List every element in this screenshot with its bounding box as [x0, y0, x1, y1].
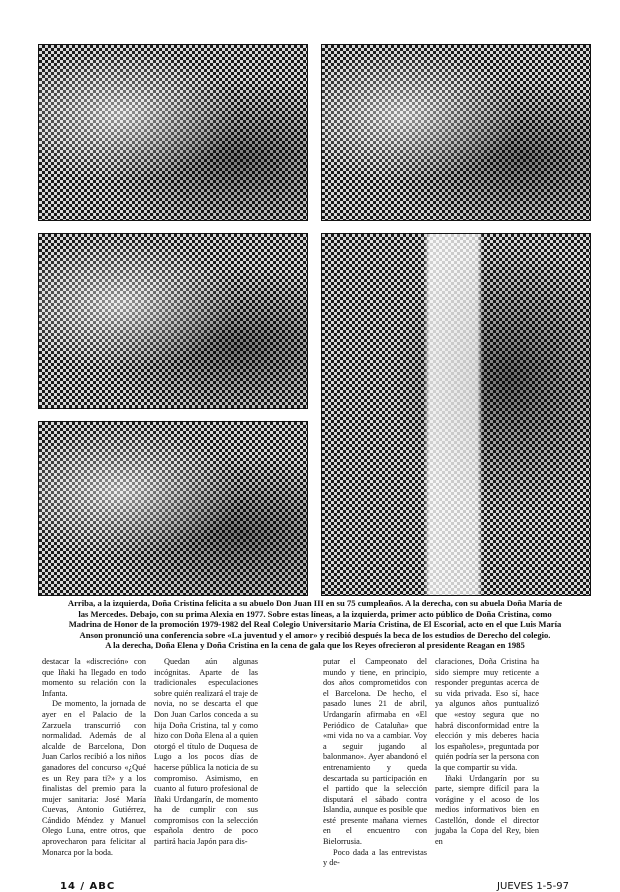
photo-elena-cristina-gala — [321, 233, 591, 596]
photo-caption — [36, 598, 594, 651]
paragraph: Quedan aún algunas incógnitas. Aparte de las tradicionales especulaciones sobre quién realizará el traje de novia, no se descarta el que Don Juan Carlos conceda a su hija Doña Cristina, tal y como hizo con Doña Elena al a quien otorgó el título de Duquesa de Lugo a los pocos días de hacerse pública la noticia de su compromiso. Asimismo, en cuanto al futuro profesional de Iñaki Urdangarín, de momento ha de cumplir con sus compromisos con la selección española dentro de poco partirá hacia Japón para dis- — [154, 656, 258, 847]
article-body — [36, 657, 594, 869]
paragraph: claraciones, Doña Cristina ha sido siempre muy reticente a responder preguntas acerca de su vida privada. Eso sí, hace ya algunos años puntualizó que «estoy segura que no habrá disconformidad entre la elección y mis deberes hacia los españoles», preguntada por quién podría ser la persona con la que compartir su vida. — [435, 656, 539, 772]
page-footer — [36, 881, 594, 892]
page-number: 14 / ABC — [60, 880, 116, 892]
caption-line: A la derecha, Doña Elena y Doña Cristina en la cena de gala que los Reyes ofrecieron al presidente Reagan en 1985 — [105, 640, 525, 651]
article-column-1 — [42, 657, 146, 869]
issue-date: JUEVES 1-5-97 — [497, 880, 569, 892]
paragraph: Poco dada a las entrevistas y de- — [323, 847, 427, 868]
article-column-3 — [323, 657, 427, 869]
photo-cristina-alexia — [38, 233, 308, 409]
photo-madrina-de-honor — [38, 421, 308, 596]
text-area — [36, 598, 594, 892]
caption-line: Anson pronunció una conferencia sobre «La juventud y el amor» y recibió después la beca de los estudios de Derecho del colegio. — [79, 629, 551, 640]
caption-line: Madrina de Honor de la promoción 1979-1982 del Real Colegio Universitario María Cristina, de El Escorial, acto en el que Luis María — [68, 619, 562, 630]
article-column-2 — [154, 657, 258, 869]
photo-cristina-don-juan — [38, 44, 308, 221]
paragraph: Iñaki Urdangarín por su parte, siempre difícil para la vorágine y el acoso de los medios informativos bien en Castellón, donde el director jugaba la Copa del Rey, bien en — [435, 773, 539, 847]
paragraph: putar el Campeonato del mundo y tiene, en principio, dos años comprometidos con el Barcelona. De hecho, el pasado lunes 21 de abril, Urdangarín afirmaba en «El Periódico de Cataluña» que «mi vida no va a cambiar. Voy a seguir jugando al balonmano». Ayer abandonó el entrenamiento y queda descartada su participación en el partido que la selección disputará el sábado contra Islandia, aunque es posible que esté presente mañana viernes en el encuentro con Bielorrusia. — [323, 656, 427, 847]
caption-line: Arriba, a la izquierda, Doña Cristina felicita a su abuelo Don Juan III en su 75 cumpleaños. A la derecha, con su abuela Doña María de — [67, 598, 563, 608]
caption-line: las Mercedes. Debajo, con su prima Alexia en 1977. Sobre estas líneas, a la izquierda, primer acto público de Doña Cristina, como — [78, 608, 552, 619]
article-column-4 — [435, 657, 539, 869]
paragraph: De momento, la jornada de ayer en el Palacio de la Zarzuela transcurrió con normalidad. Además de al alcalde de Barcelona, Don Juan Carlos recibió a los niños ganadores del concurso «¿Qué es un Rey para ti?» y a los finalistas del premio para la mujer sanitaria: José María Cuevas, Antonio Gutiérrez, Cándido Méndez y Manuel Olego Luna, entre otros, que aprovecharon para felicitar al Monarca por la boda. — [42, 699, 146, 857]
photo-cristina-grandmother — [321, 44, 591, 221]
paragraph: destacar la «discreción» con que Iñaki ha llegado en todo momento su relación con la Infanta. — [42, 656, 146, 698]
